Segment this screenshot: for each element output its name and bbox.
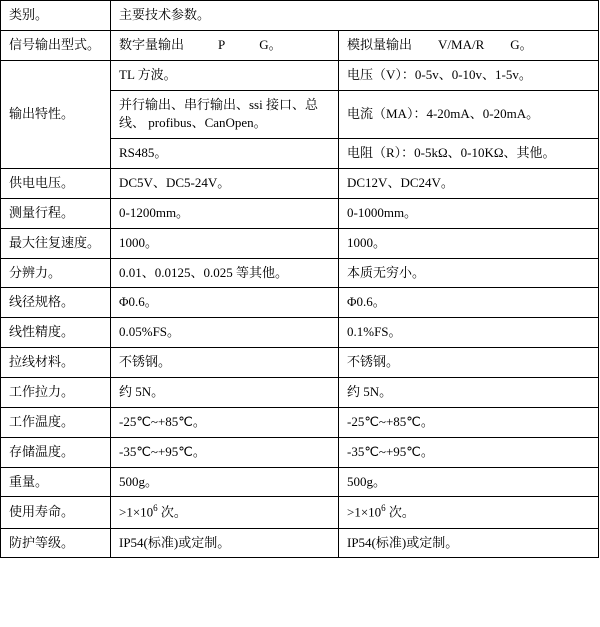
resolution-analog: 本质无穷小。 bbox=[339, 258, 599, 288]
protection-level-digital: IP54(标准)或定制。 bbox=[111, 528, 339, 558]
output-characteristics-digital-1: TL 方波。 bbox=[111, 60, 339, 90]
row-label-measuring-range: 测量行程。 bbox=[1, 198, 111, 228]
service-life-analog-exponent: 6 bbox=[381, 503, 386, 514]
output-characteristics-analog-current: 电流（MA）：4-20mA、0-20mA。 bbox=[339, 90, 599, 139]
table-row bbox=[1, 467, 599, 497]
service-life-analog-unit: 次。 bbox=[385, 504, 415, 520]
weight-analog: 500g。 bbox=[339, 467, 599, 497]
supply-voltage-analog: DC12V、DC24V。 bbox=[339, 169, 599, 199]
row-label-working-tension: 工作拉力。 bbox=[1, 377, 111, 407]
working-temperature-analog: -25℃~+85℃。 bbox=[339, 407, 599, 437]
table-row bbox=[1, 1, 599, 31]
service-life-analog-base: >1×10 bbox=[347, 504, 382, 520]
analog-output-type: V/MA/R bbox=[438, 36, 485, 52]
max-speed-digital: 1000。 bbox=[111, 228, 339, 258]
row-label-category: 类别。 bbox=[1, 1, 111, 31]
row-label-cable-material: 拉线材料。 bbox=[1, 348, 111, 378]
cable-material-digital: 不锈钢。 bbox=[111, 348, 339, 378]
row-label-signal-output-type: 信号输出型式。 bbox=[1, 30, 111, 60]
digital-output-g: G。 bbox=[259, 36, 282, 52]
resolution-digital: 0.01、0.0125、0.025 等其他。 bbox=[111, 258, 339, 288]
cable-material-analog: 不锈钢。 bbox=[339, 348, 599, 378]
working-temperature-digital: -25℃~+85℃。 bbox=[111, 407, 339, 437]
output-characteristics-analog-resistance: 电阻（R）：0-5kΩ、0-10KΩ、其他。 bbox=[339, 139, 599, 169]
service-life-digital-base: >1×10 bbox=[119, 504, 154, 520]
table-row bbox=[1, 377, 599, 407]
table-row bbox=[1, 288, 599, 318]
analog-output-g: G。 bbox=[510, 36, 533, 52]
table-row bbox=[1, 30, 599, 60]
wire-diameter-digital: Φ0.6。 bbox=[111, 288, 339, 318]
table-row bbox=[1, 60, 599, 90]
measuring-range-analog: 0-1000mm。 bbox=[339, 198, 599, 228]
row-label-storage-temperature: 存储温度。 bbox=[1, 437, 111, 467]
row-label-working-temperature: 工作温度。 bbox=[1, 407, 111, 437]
table-row bbox=[1, 318, 599, 348]
row-value-signal-output-analog bbox=[339, 30, 599, 60]
row-label-protection-level: 防护等级。 bbox=[1, 528, 111, 558]
row-label-output-characteristics: 输出特性。 bbox=[1, 60, 111, 168]
table-row bbox=[1, 169, 599, 199]
wire-diameter-analog: Φ0.6。 bbox=[339, 288, 599, 318]
service-life-analog bbox=[339, 497, 599, 528]
table-row bbox=[1, 258, 599, 288]
row-value-signal-output-digital bbox=[111, 30, 339, 60]
protection-level-analog: IP54(标准)或定制。 bbox=[339, 528, 599, 558]
working-tension-digital: 约 5N。 bbox=[111, 377, 339, 407]
row-label-weight: 重量。 bbox=[1, 467, 111, 497]
working-tension-analog: 约 5N。 bbox=[339, 377, 599, 407]
row-label-wire-diameter: 线径规格。 bbox=[1, 288, 111, 318]
row-label-supply-voltage: 供电电压。 bbox=[1, 169, 111, 199]
supply-voltage-digital: DC5V、DC5-24V。 bbox=[111, 169, 339, 199]
output-characteristics-analog-voltage: 电压（V）：0-5v、0-10v、1-5v。 bbox=[339, 60, 599, 90]
linearity-analog: 0.1%FS。 bbox=[339, 318, 599, 348]
row-value-category: 主要技术参数。 bbox=[111, 1, 599, 31]
table-row bbox=[1, 528, 599, 558]
row-label-resolution: 分辨力。 bbox=[1, 258, 111, 288]
output-characteristics-digital-3: RS485。 bbox=[111, 139, 339, 169]
storage-temperature-analog: -35℃~+95℃。 bbox=[339, 437, 599, 467]
digital-output-text: 数字量输出 bbox=[119, 36, 185, 52]
service-life-digital bbox=[111, 497, 339, 528]
table-row bbox=[1, 437, 599, 467]
table-row bbox=[1, 348, 599, 378]
row-label-linearity: 线性精度。 bbox=[1, 318, 111, 348]
output-characteristics-digital-2: 并行输出、串行输出、ssi 接口、总线、 profibus、CanOpen。 bbox=[111, 90, 339, 139]
table-row bbox=[1, 198, 599, 228]
table-row bbox=[1, 497, 599, 528]
weight-digital: 500g。 bbox=[111, 467, 339, 497]
max-speed-analog: 1000。 bbox=[339, 228, 599, 258]
digital-output-p: P bbox=[218, 36, 226, 52]
linearity-digital: 0.05%FS。 bbox=[111, 318, 339, 348]
row-label-service-life: 使用寿命。 bbox=[1, 497, 111, 528]
table-row bbox=[1, 228, 599, 258]
service-life-digital-unit: 次。 bbox=[157, 504, 187, 520]
row-label-max-speed: 最大往复速度。 bbox=[1, 228, 111, 258]
analog-output-text: 模拟量输出 bbox=[347, 36, 413, 52]
table-row bbox=[1, 407, 599, 437]
service-life-digital-exponent: 6 bbox=[153, 503, 158, 514]
storage-temperature-digital: -35℃~+95℃。 bbox=[111, 437, 339, 467]
measuring-range-digital: 0-1200mm。 bbox=[111, 198, 339, 228]
